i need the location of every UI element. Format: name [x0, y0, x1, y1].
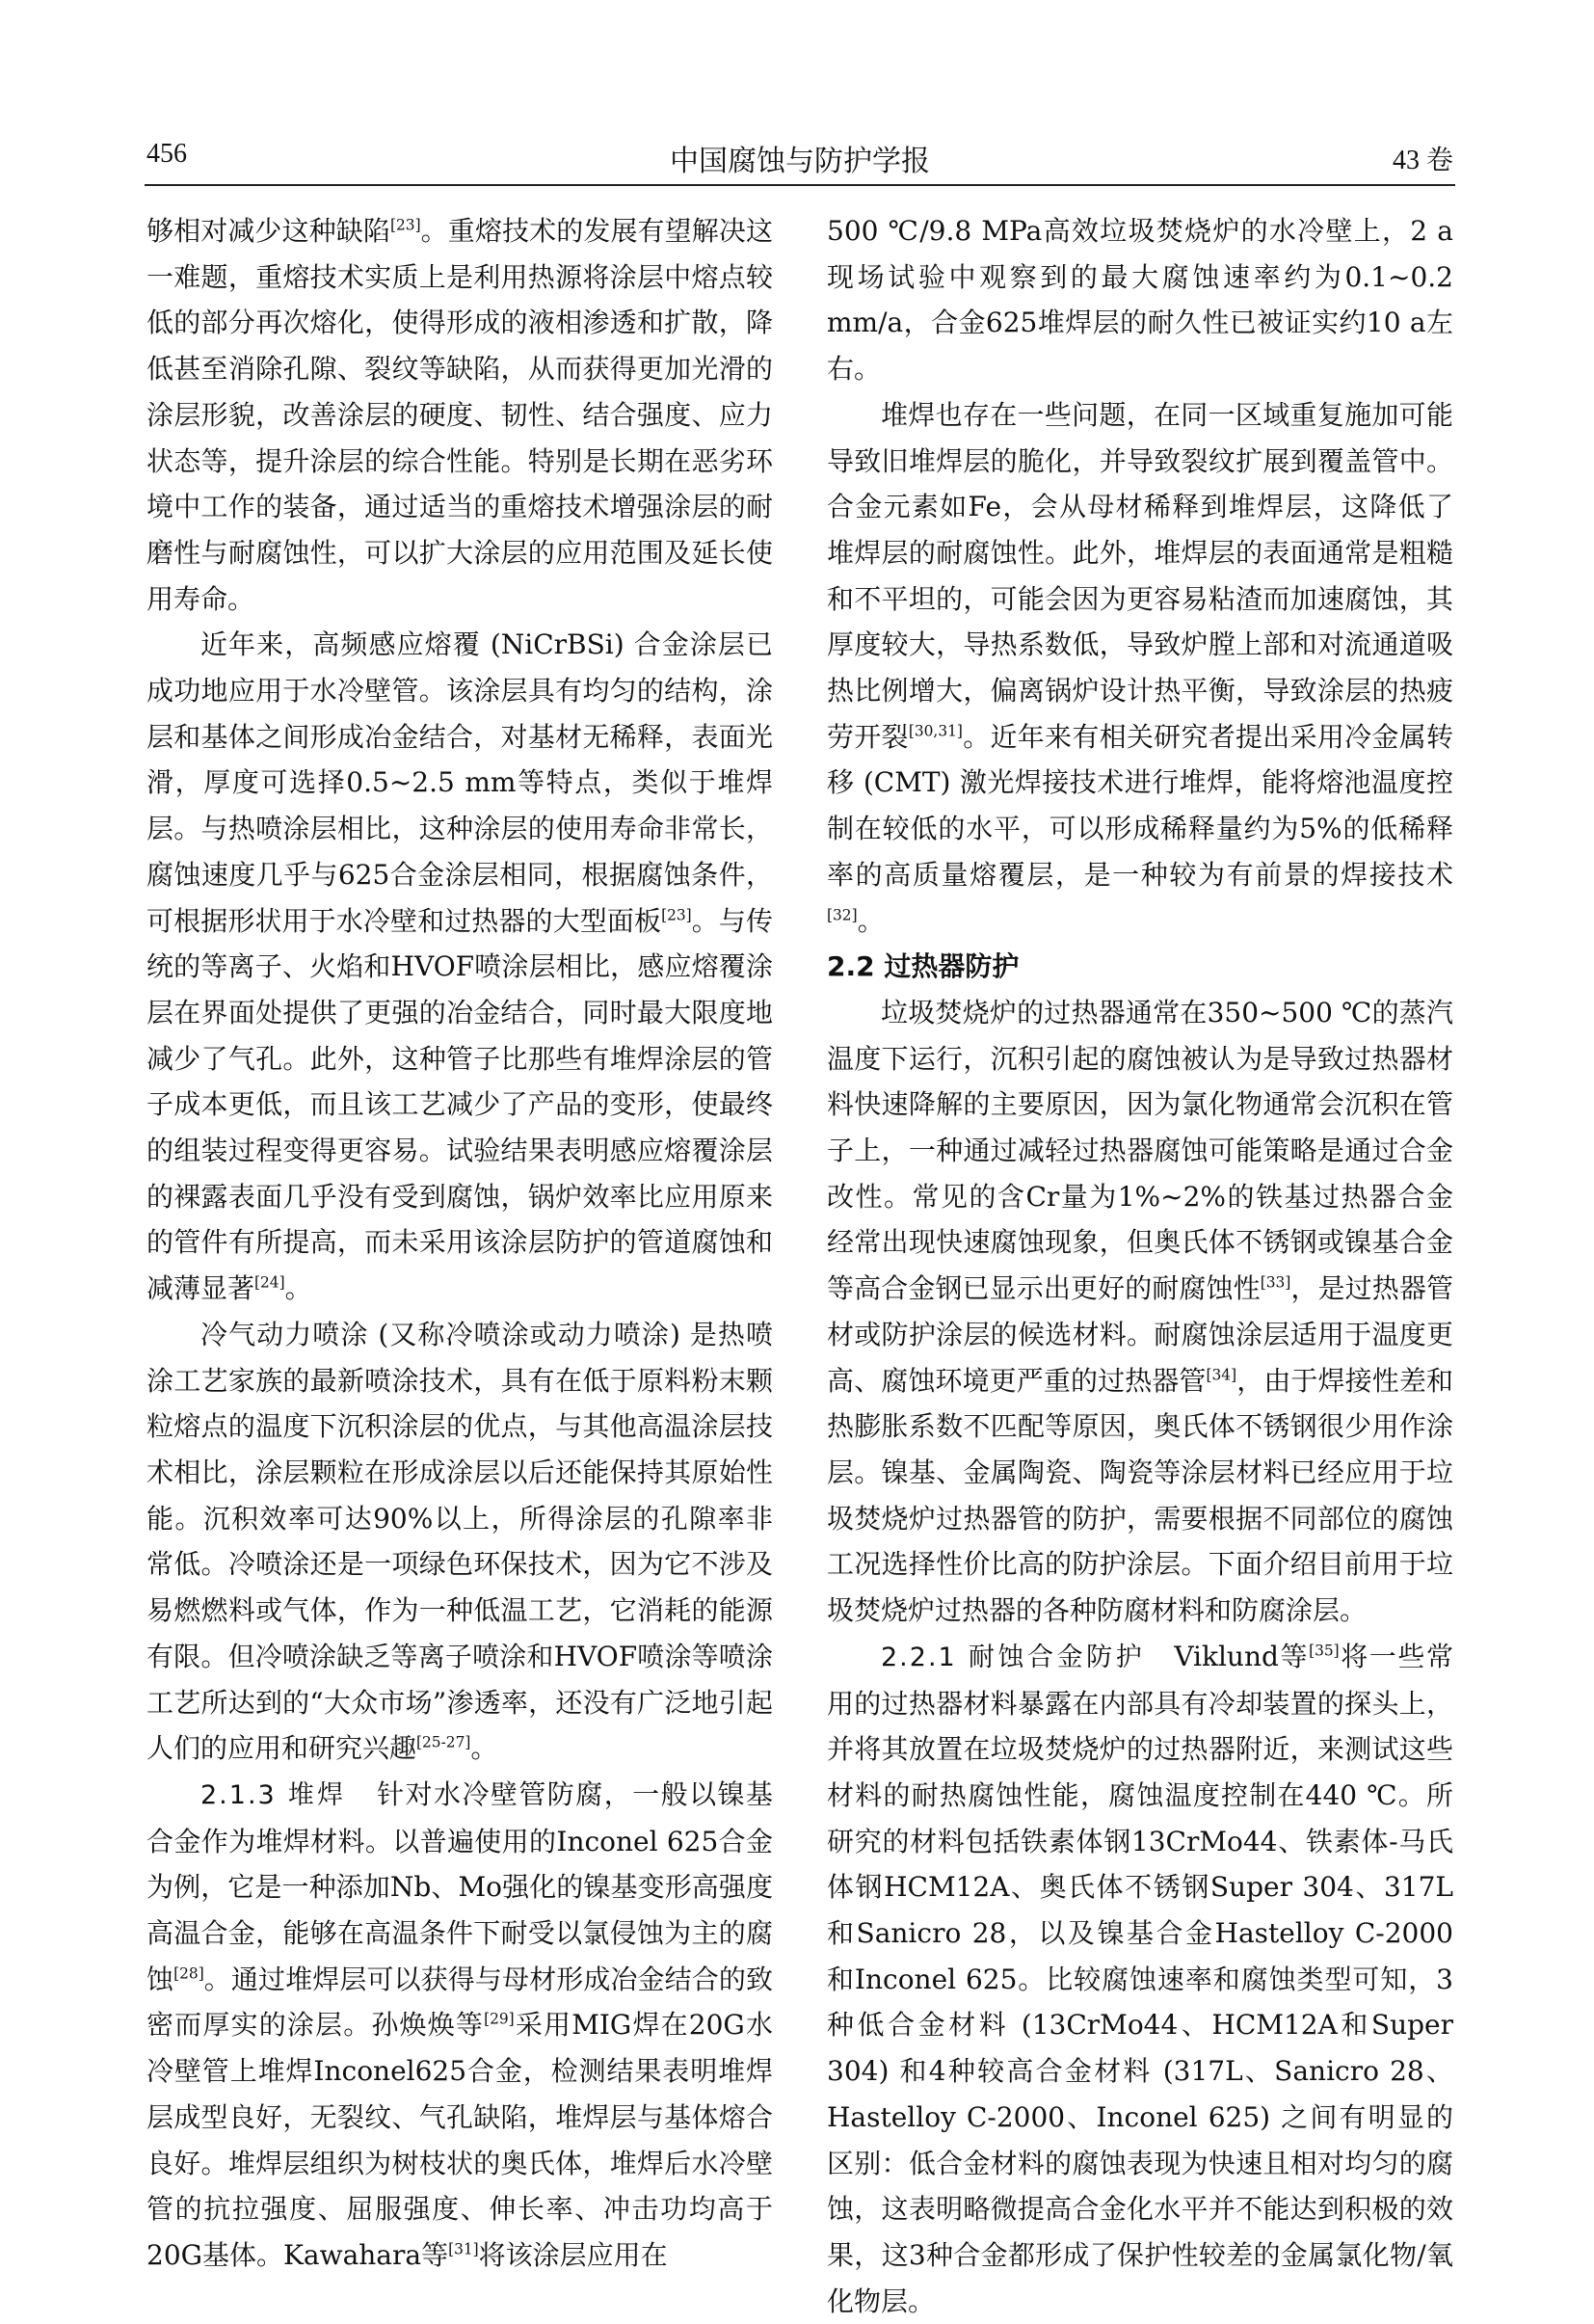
paragraph: 2.2.1 耐蚀合金防护 Viklund等[35]将一些常用的过热器材料暴露在内部具有冷却装置的探头上，并将其放置在垃圾焚烧炉的过热器附近，来测试这些材料的耐热腐蚀性能，腐蚀温度控制在440 ℃。所研究的材料包括铁素体钢13CrMo44、铁素体-马氏体钢HCM12A、奥氏体不锈钢Super 304、317L和Sanicro 28，以及镍基合金Hastelloy C-2000和Inconel 625。比较腐蚀速率和腐蚀类型可知，3种低合金材料 (13CrMo44、HCM12A和Super 304) 和4种较高合金材料 (317L、Sanicro 28、Hastelloy C-2000、Inconel 625) 之间有明显的区别：低合金材料的腐蚀表现为快速且相对均匀的腐蚀，这表明略微提高合金化水平并不能达到积极的效果，这3种合金都形成了保护性较差的金属氯化物/氧化物层。: [827, 1640, 1453, 2317]
volume-label: 43 卷: [1392, 146, 1453, 175]
citation[interactable]: [31]: [448, 2240, 479, 2258]
paragraph: 冷气动力喷涂 (又称冷喷涂或动力喷涂) 是热喷涂工艺家族的最新喷涂技术，具有在低于原料粉末颗粒熔点的温度下沉积涂层的优点，与其他高温涂层技术相比，涂层颗粒在形成涂层以后还能保持其原始性能。沉积效率可达90%以上，所得涂层的孔隙率非常低。冷喷涂还是一项绿色环保技术，因为它不涉及易燃燃料或气体，作为一种低温工艺，它消耗的能源有限。但冷喷涂缺乏等离子喷涂和HVOF喷涂等喷涂工艺所达到的“大众市场”渗透率，还没有广泛地引起人们的应用和研究兴趣[25-27]。: [146, 1318, 773, 1765]
paragraph: 500 ℃/9.8 MPa高效垃圾焚烧炉的水冷壁上，2 a现场试验中观察到的最大腐蚀速率约为0.1~0.2 mm/a，合金625堆焊层的耐久性已被证实约10 a左右。: [827, 215, 1453, 386]
citation[interactable]: [30,31]: [908, 722, 963, 740]
citation[interactable]: [24]: [254, 1273, 285, 1292]
right-column: [827, 208, 1453, 2324]
citation[interactable]: [23]: [389, 216, 421, 234]
header-rule: [145, 184, 1455, 186]
citation[interactable]: [29]: [484, 2011, 515, 2029]
citation[interactable]: [35]: [1309, 1642, 1340, 1660]
citation[interactable]: [25-27]: [416, 1733, 471, 1751]
paragraph: 垃圾焚烧炉的过热器通常在350~500 ℃的蒸汽温度下运行，沉积引起的腐蚀被认为是导致过热器材料快速降解的主要原因，因为氯化物通常会沉积在管子上，一种通过减轻过热器腐蚀可能策略是通过合金改性。常见的含Cr量为1%~2%的铁基过热器合金经常出现快速腐蚀现象，但奥氏体不锈钢或镍基合金等高合金钢已显示出更好的耐腐蚀性[33]，是过热器管材或防护涂层的候选材料。耐腐蚀涂层适用于温度更高、腐蚀环境更严重的过热器管[34]，由于焊接性差和热膨胀系数不匹配等原因，奥氏体不锈钢很少用作涂层。镍基、金属陶瓷、陶瓷等涂层材料已经应用于垃圾焚烧炉过热器管的防护，需要根据不同部位的腐蚀工况选择性价比高的防护涂层。下面介绍目前用于垃圾焚烧炉过热器的各种防腐材料和防腐涂层。: [827, 996, 1453, 1627]
left-column: [146, 208, 773, 2279]
subsection-heading: 2.2.1 耐蚀合金防护: [881, 1642, 1146, 1672]
paragraph: 近年来，高频感应熔覆 (NiCrBSi) 合金涂层已成功地应用于水冷壁管。该涂层具有均匀的结构，涂层和基体之间形成冶金结合，对基材无稀释，表面光滑，厚度可选择0.5~2.5 mm等特点，类似于堆焊层。与热喷涂层相比，这种涂层的使用寿命非常长，腐蚀速度几乎与625合金涂层相同，根据腐蚀条件，可根据形状用于水冷壁和过热器的大型面板[23]。与传统的等离子、火焰和HVOF喷涂层相比，感应熔覆涂层在界面处提供了更强的冶金结合，同时最大限度地减少了气孔。此外，这种管子比那些有堆焊涂层的管子成本更低，而且该工艺减少了产品的变形，使最终的组装过程变得更容易。试验结果表明感应熔覆涂层的裸露表面几乎没有受到腐蚀，锅炉效率比应用原来的管件有所提高，而未采用该涂层防护的管道腐蚀和减薄显著[24]。: [146, 628, 773, 1305]
subsection-heading: 2.1.3 堆焊: [200, 1779, 347, 1810]
running-header: [145, 133, 1455, 183]
paragraph: 堆焊也存在一些问题，在同一区域重复施加可能导致旧堆焊层的脆化，并导致裂纹扩展到覆盖管中。合金元素如Fe，会从母材稀释到堆焊层，这降低了堆焊层的耐腐蚀性。此外，堆焊层的表面通常是粗糙和不平坦的，可能会因为更容易粘渣而加速腐蚀，其厚度较大，导热系数低，导致炉膛上部和对流通道吸热比例增大，偏离锅炉设计热平衡，导致涂层的热疲劳开裂[30,31]。近年来有相关研究者提出采用冷金属转移 (CMT) 激光焊接技术进行堆焊，能将熔池温度控制在较低的水平，可以形成稀释量约为5%的低稀释率的高质量熔覆层，是一种较为有前景的焊接技术[32]。: [827, 398, 1453, 937]
section-heading: 2.2 过热器防护: [827, 950, 1020, 983]
paragraph: 2.1.3 堆焊 针对水冷壁管防腐，一般以镍基合金作为堆焊材料。以普遍使用的Inconel 625合金为例，它是一种添加Nb、Mo强化的镍基变形高强度高温合金，能够在高温条件下耐受以氯侵蚀为主的腐蚀[28]。通过堆焊层可以获得与母材形成冶金结合的致密而厚实的涂层。孙焕焕等[29]采用MIG焊在20G水冷壁管上堆焊Inconel625合金，检测结果表明堆焊层成型良好，无裂纹、气孔缺陷，堆焊层与基体熔合良好。堆焊层组织为树枝状的奥氏体，堆焊后水冷壁管的抗拉强度、屈服强度、伸长率、冲击功均高于20G基体。Kawahara等[31]将该涂层应用在: [146, 1777, 773, 2271]
journal-title: 中国腐蚀与防护学报: [670, 145, 930, 178]
citation[interactable]: [34]: [1206, 1366, 1237, 1384]
paragraph: 够相对减少这种缺陷[23]。重熔技术的发展有望解决这一难题，重熔技术实质上是利用热源将涂层中熔点较低的部分再次熔化，使得形成的液相渗透和扩散，降低甚至消除孔隙、裂纹等缺陷，从而获得更加光滑的涂层形貌，改善涂层的硬度、韧性、结合强度、应力状态等，提升涂层的综合性能。特别是长期在恶劣环境中工作的装备，通过适当的重熔技术增强涂层的耐磨性与耐腐蚀性，可以扩大涂层的应用范围及延长使用寿命。: [146, 215, 773, 615]
citation[interactable]: [32]: [827, 906, 858, 924]
page-number: 456: [146, 139, 187, 169]
citation[interactable]: [33]: [1260, 1273, 1291, 1292]
citation[interactable]: [23]: [661, 906, 692, 924]
citation[interactable]: [28]: [173, 1964, 204, 1983]
